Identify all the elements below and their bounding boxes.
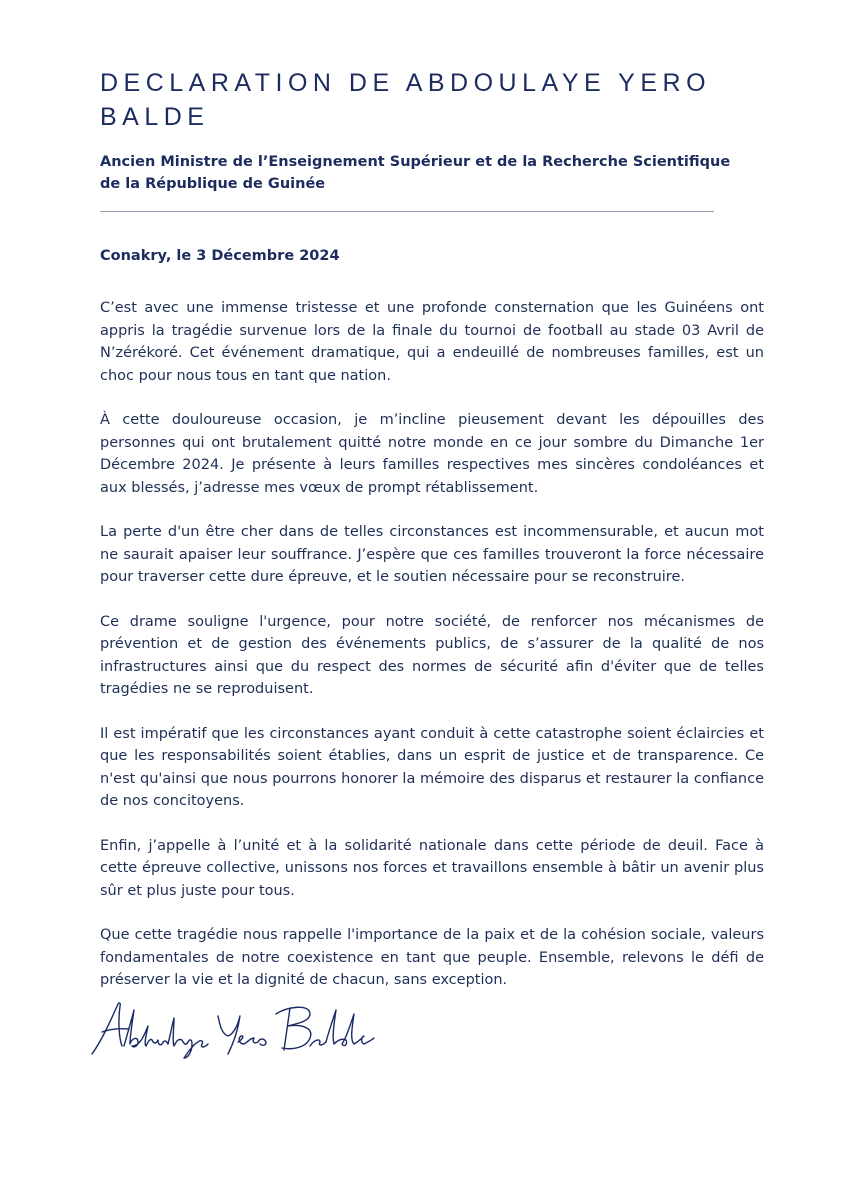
- body-paragraph: Enfin, j’appelle à l’unité et à la solidarité nationale dans cette période de deuil. Face à cette épreuve collective, unissons nos forces et travaillons ensemble à bâtir un avenir plus sûr et plus juste pour tous.: [100, 837, 764, 899]
- author-subtitle: Ancien Ministre de l’Enseignement Supérieur et de la Recherche Scientifique de la République de Guinée: [100, 154, 731, 192]
- date-line: Conakry, le 3 Décembre 2024: [100, 248, 340, 264]
- document-title: DECLARATION DE ABDOULAYE YERO BALDE: [100, 69, 712, 131]
- body-paragraph: Il est impératif que les circonstances ayant conduit à cette catastrophe soient éclaircies et que les responsabilités soient établies, dans un esprit de justice et de transparence. Ce n'est qu'ainsi que nous pourrons honorer la mémoire des disparus et restaurer la confiance de nos concitoyens.: [100, 725, 764, 809]
- header-divider: [100, 211, 714, 212]
- body-paragraph: C’est avec une immense tristesse et une profonde consternation que les Guinéens ont appris la tragédie survenue lors de la finale du tournoi de football au stade 03 Avril de N’zérékoré. Cet événement dramatique, qui a endeuillé de nombreuses familles, est un choc pour nous tous en tant que nation.: [100, 300, 764, 384]
- body-paragraph: Ce drame souligne l'urgence, pour notre société, de renforcer nos mécanismes de prévention et de gestion des événements publics, de s’assurer de la qualité de nos infrastructures ainsi que du respect des normes de sécurité afin d'éviter que de telles tragédies ne se reproduisent.: [100, 613, 764, 697]
- body-paragraph: À cette douloureuse occasion, je m’incline pieusement devant les dépouilles des personnes qui ont brutalement quitté notre monde en ce jour sombre du Dimanche 1er Décembre 2024. Je présente à leurs familles respectives mes sincères condoléances et aux blessés, j’adresse mes vœux de prompt rétablissement.: [100, 412, 764, 496]
- declaration-body: [100, 297, 764, 1014]
- handwritten-signature: [88, 996, 378, 1060]
- body-paragraph: Que cette tragédie nous rappelle l'importance de la paix et de la cohésion sociale, valeurs fondamentales de notre coexistence en tant que peuple. Ensemble, relevons le défi de préserver la vie et la dignité de chacun, sans exception.: [100, 927, 764, 988]
- body-paragraph: La perte d'un être cher dans de telles circonstances est incommensurable, et aucun mot ne saurait apaiser leur souffrance. J’espère que ces familles trouveront la force nécessaire pour traverser cette dure épreuve, et le soutien nécessaire pour se reconstruire.: [100, 524, 764, 585]
